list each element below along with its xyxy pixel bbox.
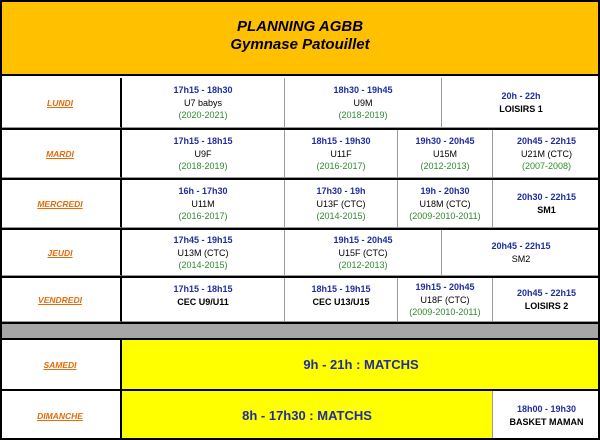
slot-years: (2014-2015) (178, 260, 228, 270)
slot-team: SM1 (537, 205, 556, 215)
slot-time: 19h15 - 20h45 (333, 235, 393, 245)
slot-team: LOISIRS 2 (524, 301, 569, 311)
slot-team: U13F (CTC) (316, 199, 366, 209)
slot-time: 17h15 - 18h15 (173, 136, 233, 146)
slot-years: (2014-2015) (316, 211, 366, 221)
slot-lundi-2 (285, 78, 442, 128)
slot-vendredi-4 (493, 278, 600, 322)
slot-lundi-1 (122, 78, 285, 128)
slot-years: (2009-2010-2011) (409, 211, 481, 221)
slot-team: U9M (353, 98, 373, 108)
slot-time: 17h15 - 18h30 (173, 85, 233, 95)
slot-time: 18h00 - 19h30 (516, 404, 577, 414)
slot-years: (2009-2010-2011) (409, 307, 481, 317)
slot-time: 16h - 17h30 (178, 186, 228, 196)
slot-mardi-1 (122, 130, 285, 178)
day-label: LUNDI (47, 97, 73, 108)
day-lundi (0, 78, 122, 128)
slot-vendredi-2 (285, 278, 398, 322)
slot-team: U7 babys (183, 98, 223, 108)
slot-team: CEC U9/U11 (177, 297, 229, 307)
slot-years: (2012-2013) (338, 260, 388, 270)
slot-years: (2016-2017) (316, 161, 366, 171)
slot-time: 17h30 - 19h (316, 186, 366, 196)
slot-years: (2020-2021) (178, 110, 228, 120)
slot-team: U18M (CTC) (419, 199, 471, 209)
slot-team: U11F (330, 149, 352, 159)
slot-time: 19h - 20h30 (420, 186, 470, 196)
match-block-samedi (122, 340, 600, 390)
day-vendredi (0, 278, 122, 322)
slot-team: U11M (191, 199, 215, 209)
slot-team: U18F (CTC) (420, 295, 470, 305)
slot-vendredi-3 (398, 278, 493, 322)
slot-lundi-3 (442, 78, 600, 128)
slot-time: 17h45 - 19h15 (173, 235, 233, 245)
slot-time: 18h30 - 19h45 (333, 85, 393, 95)
day-dimanche (0, 391, 122, 440)
slot-jeudi-1 (122, 230, 285, 276)
slot-mardi-4 (493, 130, 600, 178)
slot-time: 20h45 - 22h15 (516, 288, 577, 298)
weekend-separator (0, 322, 600, 340)
slot-years: (2012-2013) (420, 161, 470, 171)
slot-time: 19h15 - 20h45 (415, 282, 475, 292)
slot-time: 18h15 - 19h15 (311, 284, 371, 294)
slot-team: SM2 (511, 254, 531, 264)
slot-mercredi-2 (285, 180, 398, 228)
slot-time: 17h15 - 18h15 (173, 284, 233, 294)
day-label: DIMANCHE (37, 410, 83, 421)
match-text: 9h - 21h : MATCHS (303, 357, 419, 372)
slot-years: (2018-2019) (178, 161, 228, 171)
day-mardi (0, 130, 122, 178)
slot-team: U15M (432, 149, 457, 159)
slot-team: BASKET MAMAN (509, 417, 584, 427)
day-samedi (0, 340, 122, 390)
slot-time: 20h45 - 22h15 (491, 241, 551, 251)
slot-mercredi-4 (493, 180, 600, 228)
planning-title: PLANNING AGBB (236, 18, 364, 35)
match-text: 8h - 17h30 : MATCHS (242, 408, 372, 423)
slot-time: 20h30 - 22h15 (516, 192, 577, 202)
slot-jeudi-2 (285, 230, 442, 276)
day-label: MARDI (46, 148, 74, 159)
slot-time: 18h15 - 19h30 (311, 136, 371, 146)
day-label: SAMEDI (43, 359, 77, 370)
slot-team: U21M (CTC) (521, 149, 572, 159)
slot-mardi-2 (285, 130, 398, 178)
slot-dimanche-extra (493, 391, 600, 440)
slot-time: 20h45 - 22h15 (516, 136, 577, 146)
slot-time: 20h - 22h (501, 91, 541, 101)
slot-years: (2016-2017) (178, 211, 228, 221)
slot-jeudi-3 (442, 230, 600, 276)
day-mercredi (0, 180, 122, 228)
slot-team: U9F (194, 149, 212, 159)
day-label: JEUDI (47, 247, 73, 258)
slot-team: LOISIRS 1 (499, 104, 543, 114)
slot-time: 19h30 - 20h45 (415, 136, 475, 146)
day-label: VENDREDI (38, 294, 82, 305)
day-label: MERCREDI (37, 198, 83, 209)
planning-subtitle: Gymnase Patouillet (230, 36, 370, 53)
slot-team: CEC U13/U15 (312, 297, 370, 307)
slot-mardi-3 (398, 130, 493, 178)
slot-team: U13M (CTC) (177, 248, 229, 258)
planning-header (0, 0, 600, 76)
slot-vendredi-1 (122, 278, 285, 322)
slot-mercredi-1 (122, 180, 285, 228)
slot-years: (2007-2008) (521, 161, 572, 171)
day-jeudi (0, 230, 122, 276)
slot-mercredi-3 (398, 180, 493, 228)
slot-team: U15F (CTC) (338, 248, 388, 258)
slot-years: (2018-2019) (338, 110, 388, 120)
match-block-dimanche (122, 391, 493, 440)
